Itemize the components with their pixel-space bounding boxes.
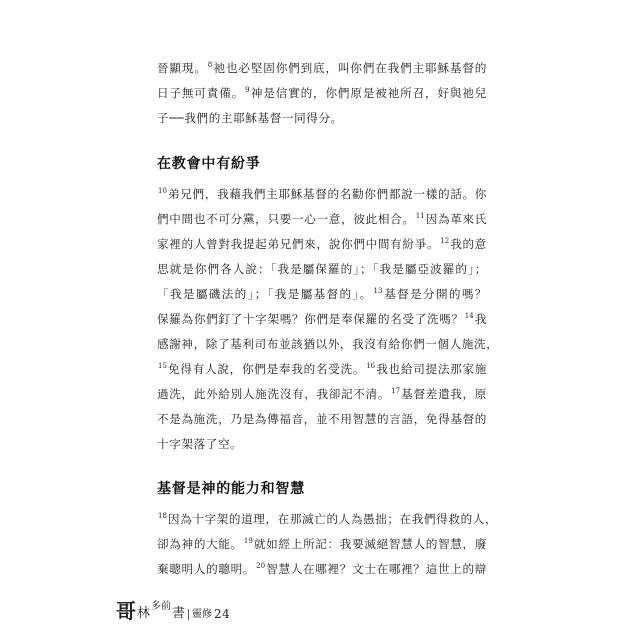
text-span: 日子無可責備。: [157, 86, 245, 100]
text-line: [157, 286, 487, 302]
text-span: 我的意: [450, 237, 487, 251]
text-line: [157, 186, 487, 202]
book-title-char: 書: [172, 606, 186, 621]
text-line: [157, 336, 499, 352]
text-span: 感謝神，除了基利司布並該猶以外，我沒有給你們一個人施洗，: [157, 337, 499, 351]
verse-number: 13: [373, 287, 383, 296]
text-line: [157, 536, 487, 552]
book-title-small: 多前: [151, 601, 172, 612]
text-line: [157, 60, 487, 76]
version-label: 靈修: [192, 609, 213, 620]
text-line: [157, 236, 487, 252]
verse-number: 12: [440, 237, 450, 246]
text-span: 家裡的人曾對我提起弟兄們來，說你們中間有紛爭。: [157, 237, 440, 251]
verse-number: 9: [245, 86, 250, 95]
text-span: 晉顯現。: [157, 61, 207, 75]
text-line: [157, 411, 487, 427]
text-line: [157, 386, 487, 402]
verse-number: 11: [415, 212, 425, 221]
text-line: [157, 261, 487, 277]
text-line: [157, 361, 487, 377]
verse-number: 14: [464, 312, 474, 321]
text-span: 基督差遣我，原: [401, 387, 487, 401]
verse-number: 18: [158, 512, 167, 521]
text-line: [157, 211, 487, 227]
footer-divider: [188, 609, 189, 620]
text-line: [157, 110, 487, 126]
text-span: 弟兄們，我藉我們主耶穌基督的名勸你們都說一樣的話。你: [167, 187, 487, 201]
text-line: [157, 311, 487, 327]
text-span: 卻為神的大能。: [157, 537, 243, 551]
text-span: 因為革來氏: [425, 212, 487, 226]
text-span: 我: [474, 312, 487, 326]
text-span: 們中間也不可分黨，只要一心一意，彼此相合。: [157, 212, 415, 226]
verse-number: 8: [207, 61, 213, 70]
text-span: 祂也必堅固你們到底，叫你們在我們主耶穌基督的: [213, 61, 488, 75]
verse-number: 20: [256, 562, 266, 571]
text-span: 免得有人說，你們是奉我的名受洗。: [167, 362, 366, 376]
page-footer: [116, 597, 230, 621]
section-heading: 基督是神的能力和智慧: [157, 481, 305, 497]
verse-number: 19: [243, 537, 253, 546]
text-span: 保羅為你們釘了十字架嗎？你們是奉保羅的名受了洗嗎？: [157, 312, 464, 326]
text-span: 「我是屬磯法的」；「我是屬基督的」。: [157, 287, 373, 301]
text-span: 神是信實的，你們原是被祂所召，好與祂兒: [250, 86, 487, 100]
text-span: 棄聰明人的聰明。: [157, 562, 256, 576]
book-title-initial: 哥: [116, 599, 136, 623]
section-heading: 在教會中有紛爭: [157, 156, 261, 172]
text-span: 過洗，此外給別人施洗沒有，我卻記不清。: [157, 387, 391, 401]
text-span: 我也給司提法那家施: [376, 362, 487, 376]
text-span: 十字架落了空。: [157, 437, 243, 451]
text-span: 思就是你們各人說：「我是屬保羅的」；「我是屬亞波羅的」；: [157, 262, 487, 276]
text-span: 子──我們的主耶穌基督一同得分。: [157, 111, 343, 125]
verse-number: 15: [158, 362, 167, 371]
text-line: [157, 511, 498, 527]
text-span: 基督是分開的嗎？: [383, 287, 487, 301]
text-line: [157, 561, 487, 577]
text-span: 因為十字架的道理，在那滅亡的人為愚拙；在我們得救的人，: [167, 512, 498, 526]
text-span: 智慧人在哪裡？文士在哪裡？這世上的辯: [266, 562, 487, 576]
text-span: 就如經上所記：我要滅絕智慧人的智慧，廢: [253, 537, 487, 551]
verse-number: 10: [158, 187, 167, 196]
text-line: [157, 436, 487, 452]
book-title-char: 林: [137, 606, 151, 621]
verse-number: 16: [366, 362, 376, 371]
text-span: 不是為施洗，乃是為傳福音，並不用智慧的言語，免得基督的: [157, 412, 487, 426]
verse-number: 17: [391, 387, 401, 396]
page-number: 24: [214, 607, 231, 621]
text-line: [157, 85, 487, 101]
